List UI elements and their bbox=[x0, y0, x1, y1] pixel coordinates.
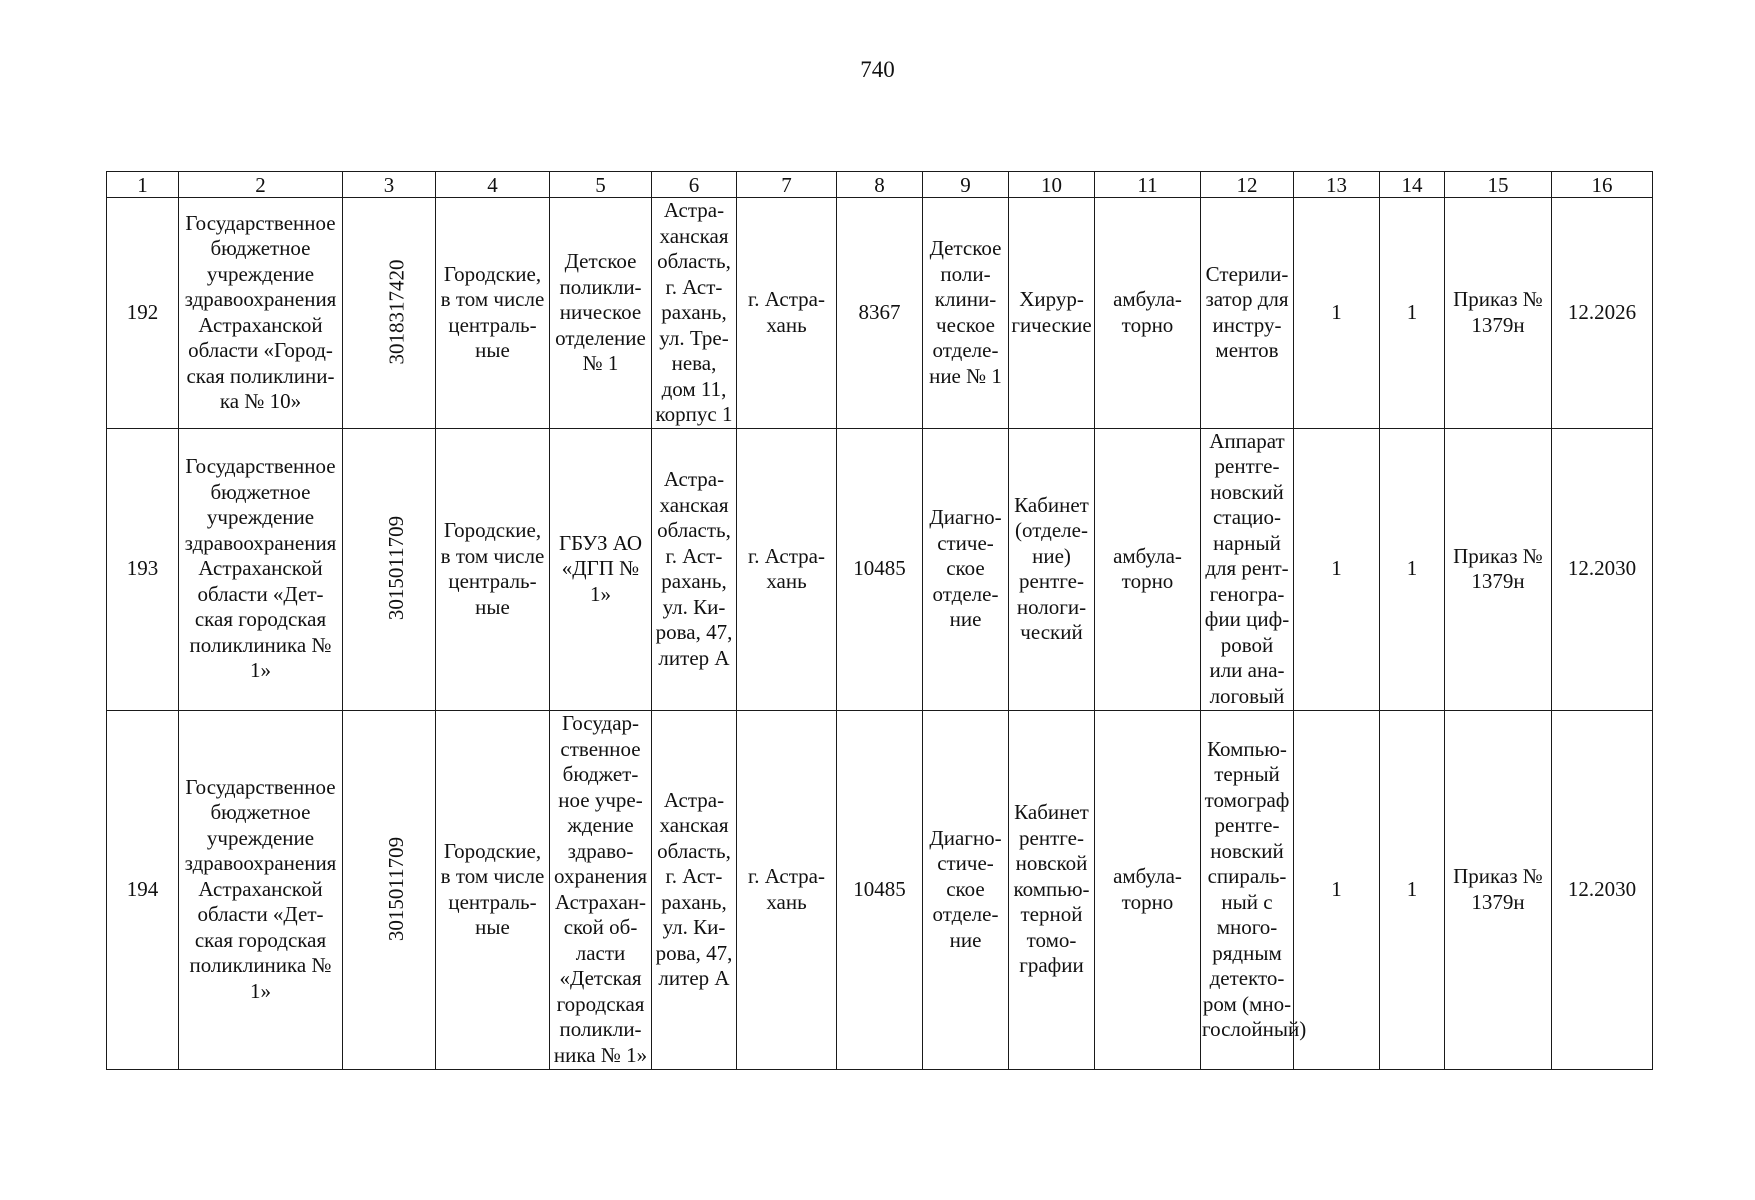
header-cell: 11 bbox=[1095, 172, 1201, 198]
page-number: 740 bbox=[860, 57, 895, 82]
header-cell: 14 bbox=[1380, 172, 1445, 198]
inn-cell bbox=[343, 428, 436, 710]
organization-name-cell: Государственное бюджетное учреждение здравоохранения Астраханской области «Дет-ская городская поликлиника № 1» bbox=[179, 710, 343, 1069]
equipment-cell: Стерили-затор для инстру-ментов bbox=[1201, 198, 1294, 429]
header-cell: 3 bbox=[343, 172, 436, 198]
header-cell: 16 bbox=[1552, 172, 1653, 198]
code-cell: 10485 bbox=[837, 710, 923, 1069]
profile-cell: Кабинет рентге-новской компью-терной томо-графии bbox=[1009, 710, 1095, 1069]
quantity-cell: 1 bbox=[1380, 428, 1445, 710]
equipment-cell: Аппарат рентге-новский стацио-нарный для рент-геногра-фии циф-ровой или ана-логовый bbox=[1201, 428, 1294, 710]
city-cell: г. Астра-хань bbox=[737, 710, 837, 1069]
code-cell: 10485 bbox=[837, 428, 923, 710]
header-cell: 2 bbox=[179, 172, 343, 198]
header-cell: 7 bbox=[737, 172, 837, 198]
subdivision-cell: Детское поликли-ническое отделение № 1 bbox=[550, 198, 652, 429]
date-cell: 12.2030 bbox=[1552, 710, 1653, 1069]
address-cell: Астра-ханская область, г. Аст-рахань, ул. Тре-нева, дом 11, корпус 1 bbox=[652, 198, 737, 429]
department-cell: Детское поли-клини-ческое отделе-ние № 1 bbox=[923, 198, 1009, 429]
organization-name-cell: Государственное бюджетное учреждение здравоохранения Астраханской области «Дет-ская городская поликлиника № 1» bbox=[179, 428, 343, 710]
profile-cell: Хирур-гические bbox=[1009, 198, 1095, 429]
profile-cell: Кабинет (отделе-ние) рентге-нологи-ческий bbox=[1009, 428, 1095, 710]
row-number-cell: 192 bbox=[107, 198, 179, 429]
quantity-cell: 1 bbox=[1294, 198, 1380, 429]
row-number-cell: 194 bbox=[107, 710, 179, 1069]
inn-cell bbox=[343, 198, 436, 429]
date-cell: 12.2030 bbox=[1552, 428, 1653, 710]
department-cell: Диагно-стиче-ское отделе-ние bbox=[923, 710, 1009, 1069]
inn-cell bbox=[343, 710, 436, 1069]
header-cell: 8 bbox=[837, 172, 923, 198]
quantity-cell: 1 bbox=[1380, 198, 1445, 429]
header-row bbox=[107, 172, 1653, 198]
settlement-type-cell: Городские, в том числе централь-ные bbox=[436, 428, 550, 710]
table-row bbox=[107, 428, 1653, 710]
header-cell: 6 bbox=[652, 172, 737, 198]
header-cell: 13 bbox=[1294, 172, 1380, 198]
address-cell: Астра-ханская область, г. Аст-рахань, ул. Ки-рова, 47, литер А bbox=[652, 428, 737, 710]
city-cell: г. Астра-хань bbox=[737, 428, 837, 710]
row-number-cell: 193 bbox=[107, 428, 179, 710]
settlement-type-cell: Городские, в том числе централь-ные bbox=[436, 198, 550, 429]
header-cell: 9 bbox=[923, 172, 1009, 198]
order-cell: Приказ № 1379н bbox=[1445, 428, 1552, 710]
care-form-cell: амбула-торно bbox=[1095, 710, 1201, 1069]
address-cell: Астра-ханская область, г. Аст-рахань, ул. Ки-рова, 47, литер А bbox=[652, 710, 737, 1069]
header-cell: 10 bbox=[1009, 172, 1095, 198]
header-cell: 5 bbox=[550, 172, 652, 198]
equipment-cell: Компью-терный томограф рентге-новский спираль-ный с много-рядным детекто-ром (мно-гослойный) bbox=[1201, 710, 1294, 1069]
order-cell: Приказ № 1379н bbox=[1445, 198, 1552, 429]
care-form-cell: амбула-торно bbox=[1095, 198, 1201, 429]
quantity-cell: 1 bbox=[1294, 428, 1380, 710]
quantity-cell: 1 bbox=[1380, 710, 1445, 1069]
table-row bbox=[107, 198, 1653, 429]
table-row bbox=[107, 710, 1653, 1069]
header-cell: 15 bbox=[1445, 172, 1552, 198]
department-cell: Диагно-стиче-ское отделе-ние bbox=[923, 428, 1009, 710]
care-form-cell: амбула-торно bbox=[1095, 428, 1201, 710]
equipment-registry-table bbox=[106, 171, 1653, 1070]
subdivision-cell: ГБУЗ АО «ДГП № 1» bbox=[550, 428, 652, 710]
header-cell: 1 bbox=[107, 172, 179, 198]
quantity-cell: 1 bbox=[1294, 710, 1380, 1069]
header-cell: 4 bbox=[436, 172, 550, 198]
inn-text: 3015011709 bbox=[384, 836, 409, 941]
city-cell: г. Астра-хань bbox=[737, 198, 837, 429]
inn-text: 3018317420 bbox=[384, 259, 409, 365]
inn-text: 3015011709 bbox=[384, 516, 409, 621]
organization-name-cell: Государственное бюджетное учреждение здравоохранения Астраханской области «Город-ская поликлини-ка № 10» bbox=[179, 198, 343, 429]
code-cell: 8367 bbox=[837, 198, 923, 429]
subdivision-cell: Государ-ственное бюджет-ное учре-ждение здраво-охранения Астрахан-ской об-ласти «Детская городская поликли-ника № 1» bbox=[550, 710, 652, 1069]
header-cell: 12 bbox=[1201, 172, 1294, 198]
settlement-type-cell: Городские, в том числе централь-ные bbox=[436, 710, 550, 1069]
order-cell: Приказ № 1379н bbox=[1445, 710, 1552, 1069]
date-cell: 12.2026 bbox=[1552, 198, 1653, 429]
